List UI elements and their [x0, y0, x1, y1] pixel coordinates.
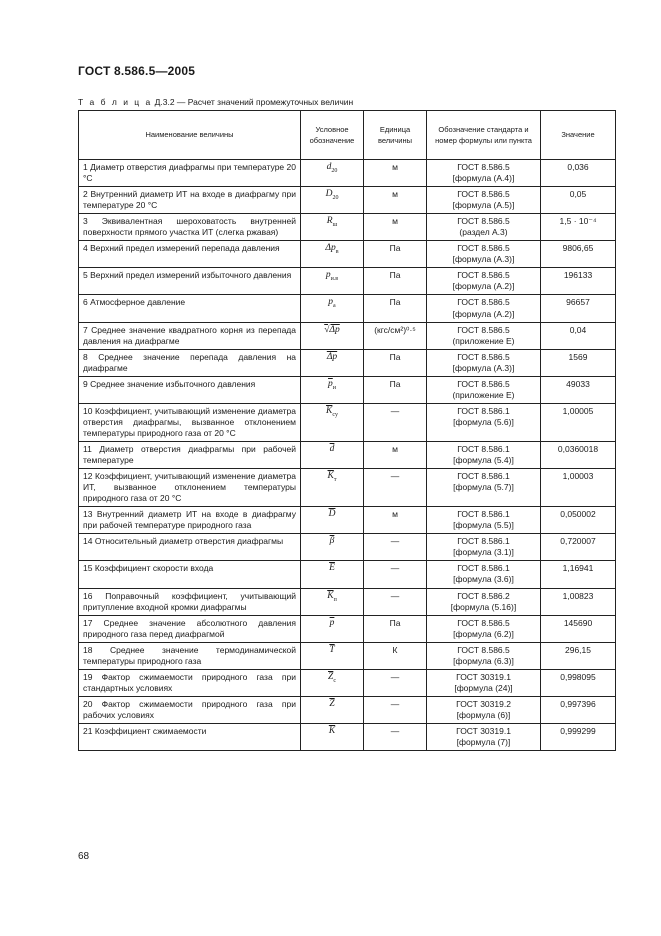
- formula-reference: [формула (А.3)]: [452, 254, 515, 265]
- quantity-symbol: [301, 441, 364, 468]
- standard-number: ГОСТ 8.586.5: [457, 243, 510, 254]
- table-row: [79, 403, 616, 441]
- formula-reference: (раздел А.3): [459, 227, 508, 238]
- standard-reference: [427, 376, 541, 403]
- table-row: [79, 214, 616, 241]
- formula-reference: [формула (7)]: [456, 737, 511, 748]
- standard-reference: [427, 322, 541, 349]
- formula-reference: [формула (5.7)]: [453, 482, 514, 493]
- col-header-unit: Единица величины: [364, 111, 427, 160]
- symbol-main: $\overline{p}$: [328, 378, 333, 389]
- quantity-unit: м: [364, 214, 427, 241]
- quantity-symbol: [301, 469, 364, 507]
- quantity-value: 0,999299: [541, 723, 616, 750]
- caption-prefix: Т а б л и ц а: [78, 97, 153, 107]
- quantity-symbol: [301, 322, 364, 349]
- quantity-name: 1 Диаметр отверстия диафрагмы при температуре 20 °С: [79, 160, 301, 187]
- standard-reference: [427, 241, 541, 268]
- table-row: [79, 669, 616, 696]
- quantity-unit: Па: [364, 295, 427, 322]
- quantity-unit: м: [364, 507, 427, 534]
- formula-reference: [формула (5.16)]: [450, 601, 517, 612]
- formula-reference: (приложение Е): [452, 389, 515, 400]
- symbol-main: $\overline{E}$: [329, 563, 335, 574]
- quantity-value: 1,00005: [541, 403, 616, 441]
- standard-number: ГОСТ 8.586.5: [457, 351, 510, 362]
- page-number: 68: [78, 851, 90, 862]
- symbol-subscript: су: [332, 411, 338, 418]
- quantity-name: 7 Среднее значение квадратного корня из перепада давления на диафрагме: [79, 322, 301, 349]
- formula-reference: [формула (А.5)]: [452, 200, 515, 211]
- symbol-main: $\overline{T}$: [329, 644, 335, 655]
- standard-number: ГОСТ 8.586.5: [457, 297, 510, 308]
- standard-reference: [427, 469, 541, 507]
- standard-number: ГОСТ 30319.1: [456, 671, 511, 682]
- quantity-name: 21 Коэффициент сжимаемости: [79, 723, 301, 750]
- standard-reference: [427, 642, 541, 669]
- table-header-row: [79, 111, 616, 160]
- table-row: [79, 187, 616, 214]
- quantity-value: 1569: [541, 349, 616, 376]
- table-row: [79, 441, 616, 468]
- standard-number: ГОСТ 30319.1: [456, 725, 511, 736]
- quantity-name: 9 Среднее значение избыточного давления: [79, 376, 301, 403]
- quantity-unit: —: [364, 561, 427, 588]
- quantity-value: 0,998095: [541, 669, 616, 696]
- standard-number: ГОСТ 8.586.1: [457, 405, 510, 416]
- symbol-main: $\overline{K}$: [327, 471, 334, 482]
- quantity-name: 2 Внутренний диаметр ИТ на входе в диафрагму при температуре 20 °С: [79, 187, 301, 214]
- symbol-subscript: с: [333, 677, 336, 684]
- standard-reference: [427, 268, 541, 295]
- standard-reference: [427, 295, 541, 322]
- quantity-unit: —: [364, 696, 427, 723]
- table-row: [79, 642, 616, 669]
- quantity-symbol: [301, 669, 364, 696]
- quantity-value: 96657: [541, 295, 616, 322]
- quantity-unit: К: [364, 642, 427, 669]
- symbol-subscript: 20: [332, 194, 339, 201]
- quantity-value: 296,15: [541, 642, 616, 669]
- quantity-name: 3 Эквивалентная шероховатость внутренней поверхности прямого участка ИТ (слегка ржавая): [79, 214, 301, 241]
- standard-reference: [427, 187, 541, 214]
- symbol-main: $\overline{\Delta p}$: [326, 351, 338, 362]
- formula-reference: [формула (24)]: [454, 682, 513, 693]
- table-row: [79, 561, 616, 588]
- quantity-symbol: [301, 588, 364, 615]
- quantity-value: 0,04: [541, 322, 616, 349]
- standard-number: ГОСТ 30319.2: [456, 698, 511, 709]
- standard-reference: [427, 507, 541, 534]
- symbol-main: √Δp: [324, 324, 340, 335]
- standard-number: ГОСТ 8.586.1: [457, 563, 510, 574]
- quantity-value: 49033: [541, 376, 616, 403]
- quantity-value: 1,16941: [541, 561, 616, 588]
- table-row: [79, 615, 616, 642]
- standard-reference: [427, 615, 541, 642]
- standard-reference: [427, 561, 541, 588]
- formula-reference: [формула (5.5)]: [453, 520, 514, 531]
- quantity-unit: Па: [364, 615, 427, 642]
- formula-reference: [формула (5.6)]: [453, 416, 514, 427]
- quantity-name: 17 Среднее значение абсолютного давления природного газа перед диафрагмой: [79, 615, 301, 642]
- symbol-main: $\overline{D}$: [328, 509, 336, 520]
- quantity-symbol: [301, 214, 364, 241]
- symbol-subscript: и: [332, 384, 336, 391]
- quantity-name: 10 Коэффициент, учитывающий изменение диаметра отверстия диафрагмы, вызванное отклонением температуры природного газа от 20 °С: [79, 403, 301, 441]
- symbol-subscript: а: [333, 303, 336, 310]
- formula-reference: [формула (3.6)]: [453, 574, 514, 585]
- table-row: [79, 268, 616, 295]
- symbol-subscript: п: [333, 596, 337, 603]
- symbol-main: $\overline{Z}$: [328, 671, 334, 682]
- table-caption: [78, 97, 353, 107]
- symbol-subscript: и.в: [330, 276, 339, 283]
- quantity-symbol: [301, 187, 364, 214]
- standard-reference: [427, 588, 541, 615]
- col-header-value: Значение: [541, 111, 616, 160]
- quantity-value: 0,05: [541, 187, 616, 214]
- col-header-standard: Обозначение стандарта и номер формулы или пункта: [427, 111, 541, 160]
- formula-reference: [формула (5.4)]: [453, 455, 514, 466]
- symbol-main: $\overline{K}$: [326, 405, 333, 416]
- col-header-name: Наименование величины: [79, 111, 301, 160]
- symbol-main: $\overline{d}$: [329, 443, 335, 454]
- quantity-symbol: [301, 696, 364, 723]
- quantity-unit: м: [364, 187, 427, 214]
- table-row: [79, 507, 616, 534]
- formula-reference: [формула (А.3)]: [452, 362, 515, 373]
- table-row: [79, 241, 616, 268]
- formula-reference: [формула (6.2)]: [453, 628, 514, 639]
- standard-reference: [427, 214, 541, 241]
- table-row: [79, 534, 616, 561]
- symbol-main: $\overline{K}$: [328, 725, 336, 736]
- quantity-name: 19 Фактор сжимаемости природного газа при стандартных условиях: [79, 669, 301, 696]
- quantity-unit: —: [364, 669, 427, 696]
- table-row: [79, 349, 616, 376]
- standard-reference: [427, 534, 541, 561]
- standard-reference: [427, 441, 541, 468]
- table-row: [79, 588, 616, 615]
- quantity-value: 9806,65: [541, 241, 616, 268]
- quantity-symbol: [301, 615, 364, 642]
- symbol-subscript: т: [333, 476, 337, 483]
- quantity-name: 18 Среднее значение термодинамической температуры природного газа: [79, 642, 301, 669]
- standard-number: ГОСТ 8.586.5: [457, 617, 510, 628]
- symbol-main: p: [325, 270, 331, 281]
- quantity-unit: —: [364, 723, 427, 750]
- quantity-name: 12 Коэффициент, учитывающий изменение диаметра ИТ, вызванное отклонением температуры природного газа от 20 °С: [79, 469, 301, 507]
- quantity-name: 11 Диаметр отверстия диафрагмы при рабочей температуре: [79, 441, 301, 468]
- quantity-symbol: [301, 642, 364, 669]
- quantity-unit: —: [364, 534, 427, 561]
- quantity-unit: —: [364, 403, 427, 441]
- quantity-unit: (кгс/см²)⁰·⁵: [364, 322, 427, 349]
- quantity-value: 0,0360018: [541, 441, 616, 468]
- quantity-name: 4 Верхний предел измерений перепада давления: [79, 241, 301, 268]
- quantity-name: 8 Среднее значение перепада давления на диафрагме: [79, 349, 301, 376]
- standard-number: ГОСТ 8.586.5: [457, 270, 510, 281]
- quantity-symbol: [301, 160, 364, 187]
- symbol-main: D: [325, 189, 333, 200]
- symbol-subscript: 20: [331, 167, 338, 174]
- quantity-value: 145690: [541, 615, 616, 642]
- symbol-main: Δp: [325, 243, 336, 254]
- quantity-name: 20 Фактор сжимаемости природного газа при рабочих условиях: [79, 696, 301, 723]
- quantity-unit: Па: [364, 268, 427, 295]
- table-row: [79, 376, 616, 403]
- symbol-main: R: [326, 216, 333, 227]
- standard-number: ГОСТ 8.586.1: [457, 536, 510, 547]
- table-row: [79, 469, 616, 507]
- standard-number: ГОСТ 8.586.5: [457, 324, 510, 335]
- standard-number: ГОСТ 8.586.1: [457, 443, 510, 454]
- quantity-symbol: [301, 241, 364, 268]
- formula-reference: [формула (А.2)]: [452, 281, 515, 292]
- quantity-value: 0,036: [541, 160, 616, 187]
- symbol-main: p: [328, 297, 334, 308]
- standard-reference: [427, 403, 541, 441]
- table-row: [79, 160, 616, 187]
- quantity-value: 1,00003: [541, 469, 616, 507]
- quantity-name: 5 Верхний предел измерений избыточного давления: [79, 268, 301, 295]
- formula-reference: [формула (6)]: [456, 709, 511, 720]
- quantity-symbol: [301, 723, 364, 750]
- standard-reference: [427, 723, 541, 750]
- symbol-main: $\overline{\beta}$: [329, 536, 335, 547]
- standard-reference: [427, 160, 541, 187]
- quantity-symbol: [301, 507, 364, 534]
- standard-reference: [427, 669, 541, 696]
- table-row: [79, 723, 616, 750]
- symbol-subscript: в: [335, 249, 339, 256]
- standard-number: ГОСТ 8.586.5: [457, 644, 510, 655]
- intermediate-values-table: [78, 110, 616, 751]
- standard-reference: [427, 696, 541, 723]
- quantity-symbol: [301, 268, 364, 295]
- standard-reference: [427, 349, 541, 376]
- quantity-name: 16 Поправочный коэффициент, учитывающий притупление входной кромки диафрагмы: [79, 588, 301, 615]
- symbol-subscript: ш: [332, 222, 338, 229]
- standard-number: ГОСТ 8.586.5: [457, 162, 510, 172]
- quantity-symbol: [301, 561, 364, 588]
- quantity-unit: м: [364, 160, 427, 187]
- standard-number: ГОСТ 8.586.1: [457, 509, 510, 520]
- quantity-symbol: [301, 295, 364, 322]
- table-row: [79, 696, 616, 723]
- standard-number: ГОСТ 8.586.2: [457, 590, 510, 601]
- col-header-symbol: Условное обозначение: [301, 111, 364, 160]
- quantity-unit: Па: [364, 241, 427, 268]
- quantity-symbol: [301, 349, 364, 376]
- quantity-value: 1,5 · 10⁻⁴: [541, 214, 616, 241]
- document-header: ГОСТ 8.586.5—2005: [78, 64, 196, 78]
- symbol-main: $\overline{p}$: [329, 617, 335, 628]
- caption-text: Д.3.2 — Расчет значений промежуточных величин: [152, 97, 354, 107]
- formula-reference: [формула (А.2)]: [452, 308, 515, 319]
- quantity-value: 196133: [541, 268, 616, 295]
- standard-number: ГОСТ 8.586.5: [457, 378, 510, 389]
- table-row: [79, 295, 616, 322]
- symbol-main: d: [326, 162, 332, 172]
- table-row: [79, 322, 616, 349]
- standard-number: ГОСТ 8.586.1: [457, 471, 510, 482]
- quantity-value: 0,720007: [541, 534, 616, 561]
- table-body: [79, 160, 616, 751]
- formula-reference: [формула (6.3)]: [453, 655, 514, 666]
- formula-reference: [формула (3.1)]: [453, 547, 514, 558]
- quantity-unit: м: [364, 441, 427, 468]
- quantity-value: 0,997396: [541, 696, 616, 723]
- formula-reference: (приложение Е): [452, 335, 515, 346]
- quantity-name: 14 Относительный диаметр отверстия диафрагмы: [79, 534, 301, 561]
- standard-number: ГОСТ 8.586.5: [457, 216, 510, 227]
- quantity-unit: Па: [364, 376, 427, 403]
- quantity-symbol: [301, 534, 364, 561]
- formula-reference: [формула (А.4)]: [452, 173, 515, 184]
- quantity-symbol: [301, 403, 364, 441]
- quantity-name: 15 Коэффициент скорости входа: [79, 561, 301, 588]
- quantity-name: 6 Атмосферное давление: [79, 295, 301, 322]
- quantity-unit: —: [364, 469, 427, 507]
- standard-number: ГОСТ 8.586.5: [457, 189, 510, 200]
- quantity-symbol: [301, 376, 364, 403]
- quantity-value: 0,050002: [541, 507, 616, 534]
- quantity-value: 1,00823: [541, 588, 616, 615]
- quantity-unit: —: [364, 588, 427, 615]
- symbol-main: $\overline{K}$: [327, 590, 334, 601]
- quantity-name: 13 Внутренний диаметр ИТ на входе в диафрагму при рабочей температуре природного газа: [79, 507, 301, 534]
- symbol-main: $\overline{Z}$: [329, 698, 335, 709]
- quantity-unit: Па: [364, 349, 427, 376]
